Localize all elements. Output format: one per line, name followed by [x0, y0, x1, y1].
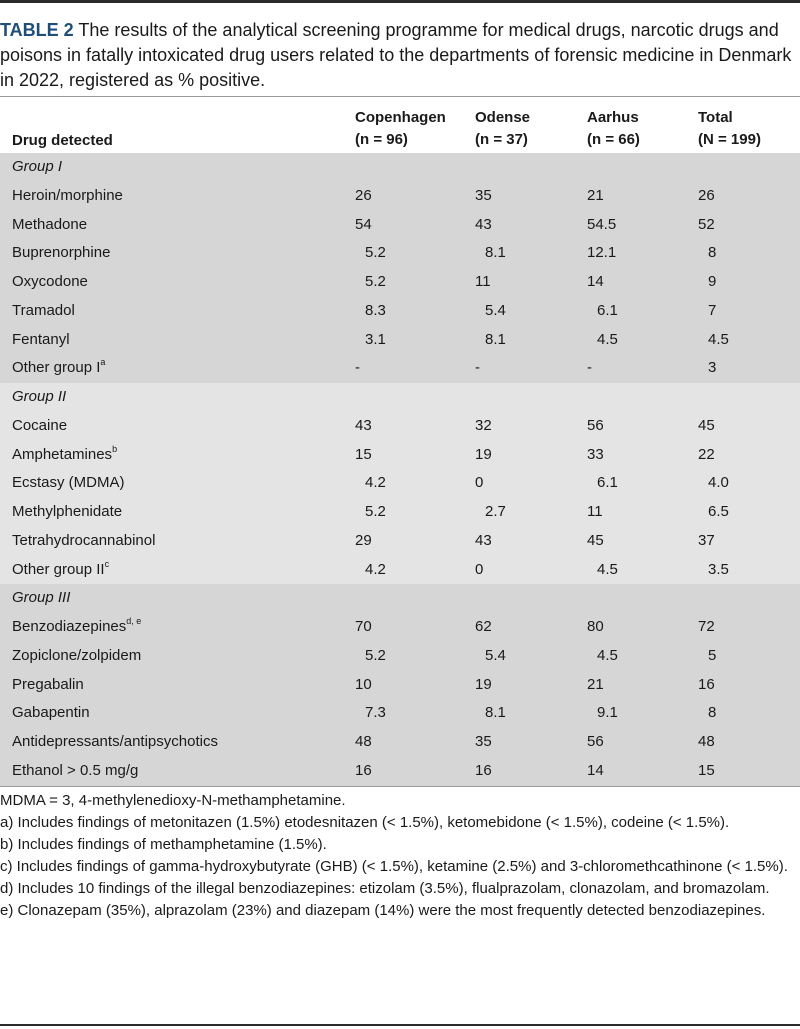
total-value: 9 [708, 273, 717, 290]
copenhagen-value: 5.2 [365, 646, 386, 664]
table-row [0, 326, 800, 355]
total-value: 6.5 [708, 503, 729, 520]
drug-name: Zopiclone/zolpidem [12, 646, 142, 664]
header-copenhagen-n: (n = 96) [355, 131, 408, 148]
header-odense-name: Odense [475, 109, 531, 126]
table-header [0, 96, 800, 153]
header-total-n: (N = 199) [698, 131, 761, 148]
table-row [0, 757, 800, 786]
drug-name-cell [12, 642, 141, 671]
copenhagen-value: 3.1 [365, 330, 386, 348]
aarhus-value: 56 [587, 733, 604, 750]
table-row [0, 469, 800, 498]
footnote: b) Includes findings of methamphetamine (1.5%). [0, 836, 327, 853]
copenhagen-value: 4.2 [365, 474, 386, 492]
aarhus-value: 14 [587, 761, 604, 779]
group-title: Group II [12, 388, 67, 405]
drug-name: Pregabalin [12, 675, 84, 693]
footnote: c) Includes findings of gamma-hydroxybutyrate (GHB) (< 1.5%), ketamine (2.5%) and 3-chloromethcathinone (< 1.5%). [0, 858, 788, 875]
group-title-row [0, 383, 800, 412]
top-rule [0, 0, 800, 3]
drug-name-cell [12, 211, 87, 240]
total-value: 48 [698, 733, 715, 750]
aarhus-value: 4.5 [597, 646, 618, 664]
table-body [0, 153, 800, 786]
table-row [0, 699, 800, 728]
aarhus-value: 12.1 [587, 244, 617, 262]
header-drug-detected: Drug detected [12, 132, 113, 149]
odense-value: 19 [475, 445, 492, 463]
drug-name-cell [12, 412, 67, 441]
drug-name: Ecstasy (MDMA) [12, 474, 125, 492]
drug-name-cell [12, 326, 70, 355]
copenhagen-value: 5.2 [365, 244, 386, 262]
copenhagen-value: 48 [355, 733, 372, 750]
copenhagen-value: 8.3 [365, 301, 386, 319]
drug-name: Other group I [12, 359, 101, 377]
total-value: 16 [698, 675, 715, 693]
copenhagen-value: 29 [355, 531, 372, 549]
total-value: 7 [708, 301, 717, 319]
total-value: 15 [698, 761, 715, 779]
odense-value: 5.4 [485, 301, 506, 319]
odense-value: 2.7 [485, 503, 506, 520]
copenhagen-value: 16 [355, 761, 372, 779]
drug-name-cell [12, 354, 105, 383]
group-section [0, 584, 800, 785]
total-value: 4.0 [708, 474, 729, 492]
odense-value: 19 [475, 675, 492, 693]
table-row [0, 527, 800, 556]
footnote: a) Includes findings of metonitazen (1.5%) etodesnitazen (< 1.5%), ketomebidone (< 1.5%), codeine (< 1.5%). [0, 814, 730, 831]
total-value: 4.5 [708, 330, 729, 348]
total-value: 72 [698, 618, 715, 635]
aarhus-value: 21 [587, 675, 604, 693]
table-row [0, 441, 800, 470]
odense-value: 11 [475, 273, 491, 290]
drug-name-cell [12, 469, 125, 498]
table-row [0, 268, 800, 297]
table-row [0, 671, 800, 700]
table-row [0, 182, 800, 211]
aarhus-value: 9.1 [597, 704, 618, 722]
aarhus-value: 80 [587, 618, 604, 635]
header-total-name: Total [698, 109, 733, 126]
total-value: 5 [708, 646, 717, 664]
group-title: Group III [12, 589, 71, 607]
odense-value: 35 [475, 186, 492, 204]
aarhus-value: 54.5 [587, 215, 617, 233]
odense-value: 0 [475, 560, 484, 578]
group-section [0, 383, 800, 584]
header-total [698, 107, 761, 151]
copenhagen-value: 7.3 [365, 704, 386, 722]
aarhus-value: 4.5 [597, 560, 618, 578]
total-value: 8 [708, 244, 717, 262]
aarhus-value: 33 [587, 445, 604, 463]
table-label: TABLE 2 [0, 20, 74, 40]
copenhagen-value: 43 [355, 416, 372, 434]
footnote-marker: d, e [126, 616, 142, 626]
footnote: d) Includes 10 findings of the illegal benzodiazepines: etizolam (3.5%), flualprazolam, clonazolam, and bromazolam. [0, 880, 770, 897]
total-value: 37 [698, 531, 715, 549]
drug-name: Other group II [12, 560, 105, 578]
copenhagen-value: 70 [355, 618, 372, 635]
drug-name-cell [12, 728, 218, 757]
copenhagen-value: 5.2 [365, 273, 386, 290]
drug-name-cell [12, 757, 138, 786]
aarhus-value: 21 [587, 186, 604, 204]
odense-value: 43 [475, 531, 492, 549]
table-row [0, 354, 800, 383]
drug-name-cell [12, 699, 90, 728]
drug-name: Oxycodone [12, 273, 88, 290]
copenhagen-value: 26 [355, 186, 372, 204]
total-value: 52 [698, 215, 715, 233]
table-row [0, 211, 800, 240]
drug-name: Cocaine [12, 416, 68, 434]
copenhagen-value: 4.2 [365, 560, 386, 578]
odense-value: 35 [475, 733, 492, 750]
odense-value: 0 [475, 474, 484, 492]
table-row [0, 412, 800, 441]
header-aarhus-name: Aarhus [587, 109, 639, 126]
drug-name-cell [12, 527, 155, 556]
drug-name: Gabapentin [12, 704, 90, 722]
header-odense [475, 107, 530, 151]
odense-value: - [475, 359, 480, 377]
table-footnotes [0, 790, 795, 922]
total-value: 45 [698, 416, 715, 434]
drug-name-cell [12, 239, 110, 268]
table-row [0, 297, 800, 326]
odense-value: 43 [475, 215, 492, 233]
group-section [0, 153, 800, 383]
drug-name: Fentanyl [12, 330, 70, 348]
table-row [0, 498, 800, 527]
odense-value: 5.4 [485, 646, 506, 664]
aarhus-value: - [587, 359, 592, 377]
drug-name-cell [12, 182, 123, 211]
drug-name: Buprenorphine [12, 244, 111, 262]
copenhagen-value: 5.2 [365, 503, 386, 520]
table-bottom-rule [0, 786, 800, 787]
aarhus-value: 6.1 [597, 301, 618, 319]
drug-name-cell [12, 556, 109, 585]
drug-name-cell [12, 441, 117, 470]
drug-name-cell [12, 268, 88, 297]
odense-value: 16 [475, 761, 492, 779]
total-value: 3 [708, 359, 717, 377]
copenhagen-value: 15 [355, 445, 372, 463]
header-copenhagen-name: Copenhagen [355, 109, 446, 126]
header-odense-n: (n = 37) [475, 131, 528, 148]
group-title: Group I [12, 158, 63, 175]
footnote: e) Clonazepam (35%), alprazolam (23%) and diazepam (14%) were the most frequently detected benzodiazepines. [0, 902, 766, 919]
odense-value: 62 [475, 618, 492, 635]
table-row [0, 642, 800, 671]
drug-name: Tetrahydrocannabinol [12, 531, 156, 549]
table-row [0, 239, 800, 268]
aarhus-value: 4.5 [597, 330, 618, 348]
drug-name-cell [12, 297, 75, 326]
footnote: MDMA = 3, 4-methylenedioxy-N-methamphetamine. [0, 792, 346, 809]
total-value: 3.5 [708, 560, 729, 578]
drug-name: Benzodiazepines [12, 618, 127, 635]
copenhagen-value: 10 [355, 675, 372, 693]
drug-name: Amphetamines [12, 445, 113, 463]
total-value: 22 [698, 445, 715, 463]
table-row [0, 728, 800, 757]
end-rule [0, 1024, 800, 1026]
copenhagen-value: 54 [355, 215, 372, 233]
total-value: 8 [708, 704, 717, 722]
drug-name: Methylphenidate [12, 503, 123, 520]
drug-name: Methadone [12, 215, 88, 233]
footnote-marker: a [100, 357, 106, 368]
odense-value: 8.1 [485, 330, 506, 348]
footnote-marker: c [104, 558, 110, 569]
odense-value: 32 [475, 416, 492, 434]
caption-text: The results of the analytical screening programme for medical drugs, narcotic drugs and poisons in fatally intoxicated drug users related to the departments of forensic medicine in Denmark in 2022, registered as % positive. [0, 20, 792, 90]
table-row [0, 556, 800, 585]
footnote-marker: b [112, 443, 118, 454]
drug-name-cell [12, 671, 84, 700]
drug-name-cell [12, 498, 122, 527]
drug-name-cell [12, 613, 141, 642]
drug-name: Ethanol > 0.5 mg/g [12, 761, 139, 779]
drug-name: Tramadol [12, 301, 75, 319]
drug-name: Heroin/morphine [12, 186, 123, 204]
group-title-row [0, 153, 800, 182]
group-title-row [0, 584, 800, 613]
drug-name: Antidepressants/antipsychotics [12, 733, 218, 750]
aarhus-value: 45 [587, 531, 604, 549]
aarhus-value: 56 [587, 416, 604, 434]
table-caption [0, 18, 800, 93]
aarhus-value: 11 [587, 503, 603, 520]
aarhus-value: 14 [587, 273, 604, 290]
header-aarhus-n: (n = 66) [587, 131, 640, 148]
odense-value: 8.1 [485, 244, 506, 262]
copenhagen-value: - [355, 359, 360, 377]
table-row [0, 613, 800, 642]
odense-value: 8.1 [485, 704, 506, 722]
header-copenhagen [355, 107, 446, 151]
header-aarhus [587, 107, 640, 151]
total-value: 26 [698, 186, 715, 204]
aarhus-value: 6.1 [597, 474, 618, 492]
